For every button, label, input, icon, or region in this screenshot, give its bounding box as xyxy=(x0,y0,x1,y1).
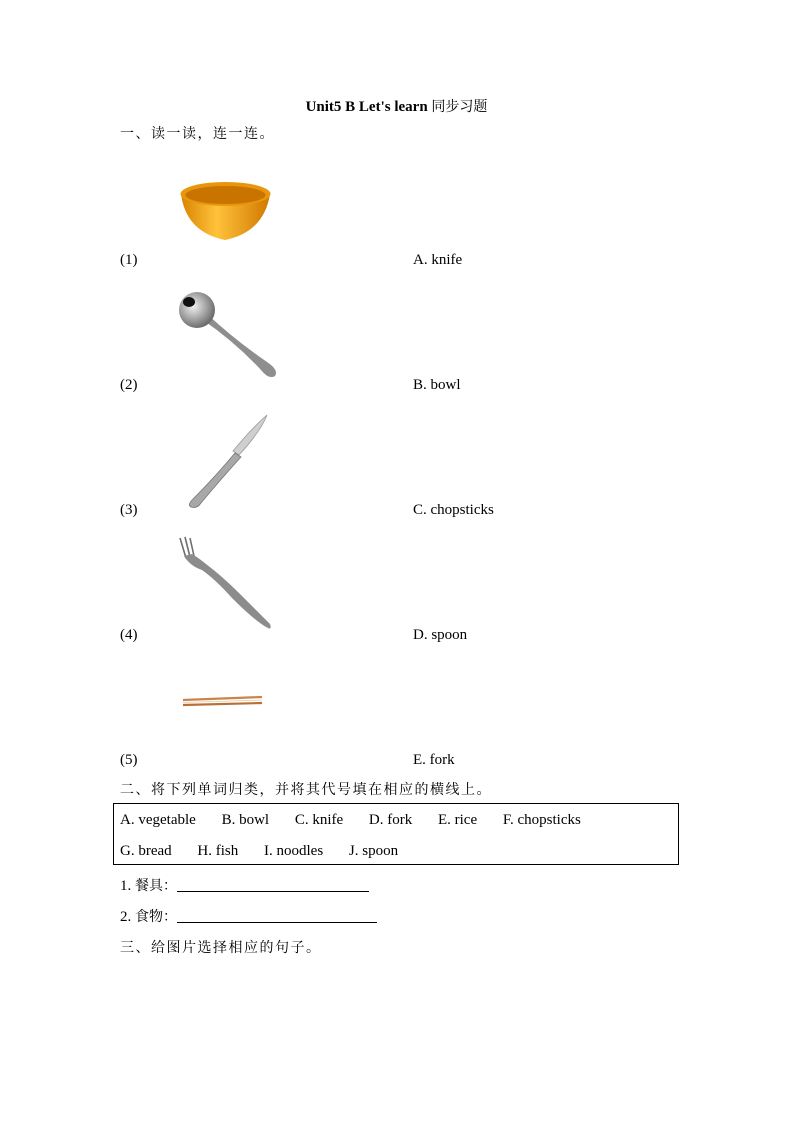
word-bank-item: B. bowl xyxy=(221,812,270,828)
word-bank-box xyxy=(113,803,679,865)
word-bank-item: F. chopsticks xyxy=(502,812,581,828)
word-bank-item: I. noodles xyxy=(264,843,324,859)
item-number-1: (1) xyxy=(120,252,138,268)
fill-number: 2. xyxy=(120,909,132,925)
option-e: E. fork xyxy=(413,752,455,768)
option-d: D. spoon xyxy=(413,627,468,643)
fill-line-tableware xyxy=(120,875,369,895)
option-b: B. bowl xyxy=(413,377,461,393)
answer-blank-food[interactable] xyxy=(177,908,377,923)
item-number-5: (5) xyxy=(120,752,138,768)
fork-picture xyxy=(176,536,276,632)
spoon-picture xyxy=(175,290,287,382)
fill-label: 食物： xyxy=(135,909,177,925)
item-number-3: (3) xyxy=(120,502,138,518)
title-chinese: 同步习题 xyxy=(431,99,488,115)
option-c: C. chopsticks xyxy=(413,502,494,518)
section1-heading: 一、读一读，连一连。 xyxy=(120,126,275,142)
bowl-picture xyxy=(178,180,273,242)
word-bank-item: E. rice xyxy=(437,812,478,828)
fill-line-food xyxy=(120,906,377,926)
item-number-2: (2) xyxy=(120,377,138,393)
item-number-4: (4) xyxy=(120,627,138,643)
fill-number: 1. xyxy=(120,878,132,894)
chopsticks-picture xyxy=(182,694,264,710)
fill-label: 餐具： xyxy=(135,878,177,894)
answer-blank-tableware[interactable] xyxy=(177,877,369,892)
word-bank-row-2 xyxy=(120,843,420,860)
title-english: Unit5 B Let's learn xyxy=(305,99,428,115)
knife-picture xyxy=(183,413,273,509)
word-bank-row-1 xyxy=(120,812,603,829)
word-bank-item: D. fork xyxy=(368,812,413,828)
word-bank-item: G. bread xyxy=(120,843,172,859)
word-bank-item: H. fish xyxy=(197,843,239,859)
section3-heading: 三、给图片选择相应的句子。 xyxy=(120,940,322,956)
page-title xyxy=(0,96,793,116)
word-bank-item: C. knife xyxy=(294,812,344,828)
word-bank-item: J. spoon xyxy=(348,843,399,859)
word-bank-item: A. vegetable xyxy=(120,812,196,828)
section2-heading: 二、将下列单词归类，并将其代号填在相应的横线上。 xyxy=(120,782,492,798)
option-a: A. knife xyxy=(413,252,463,268)
